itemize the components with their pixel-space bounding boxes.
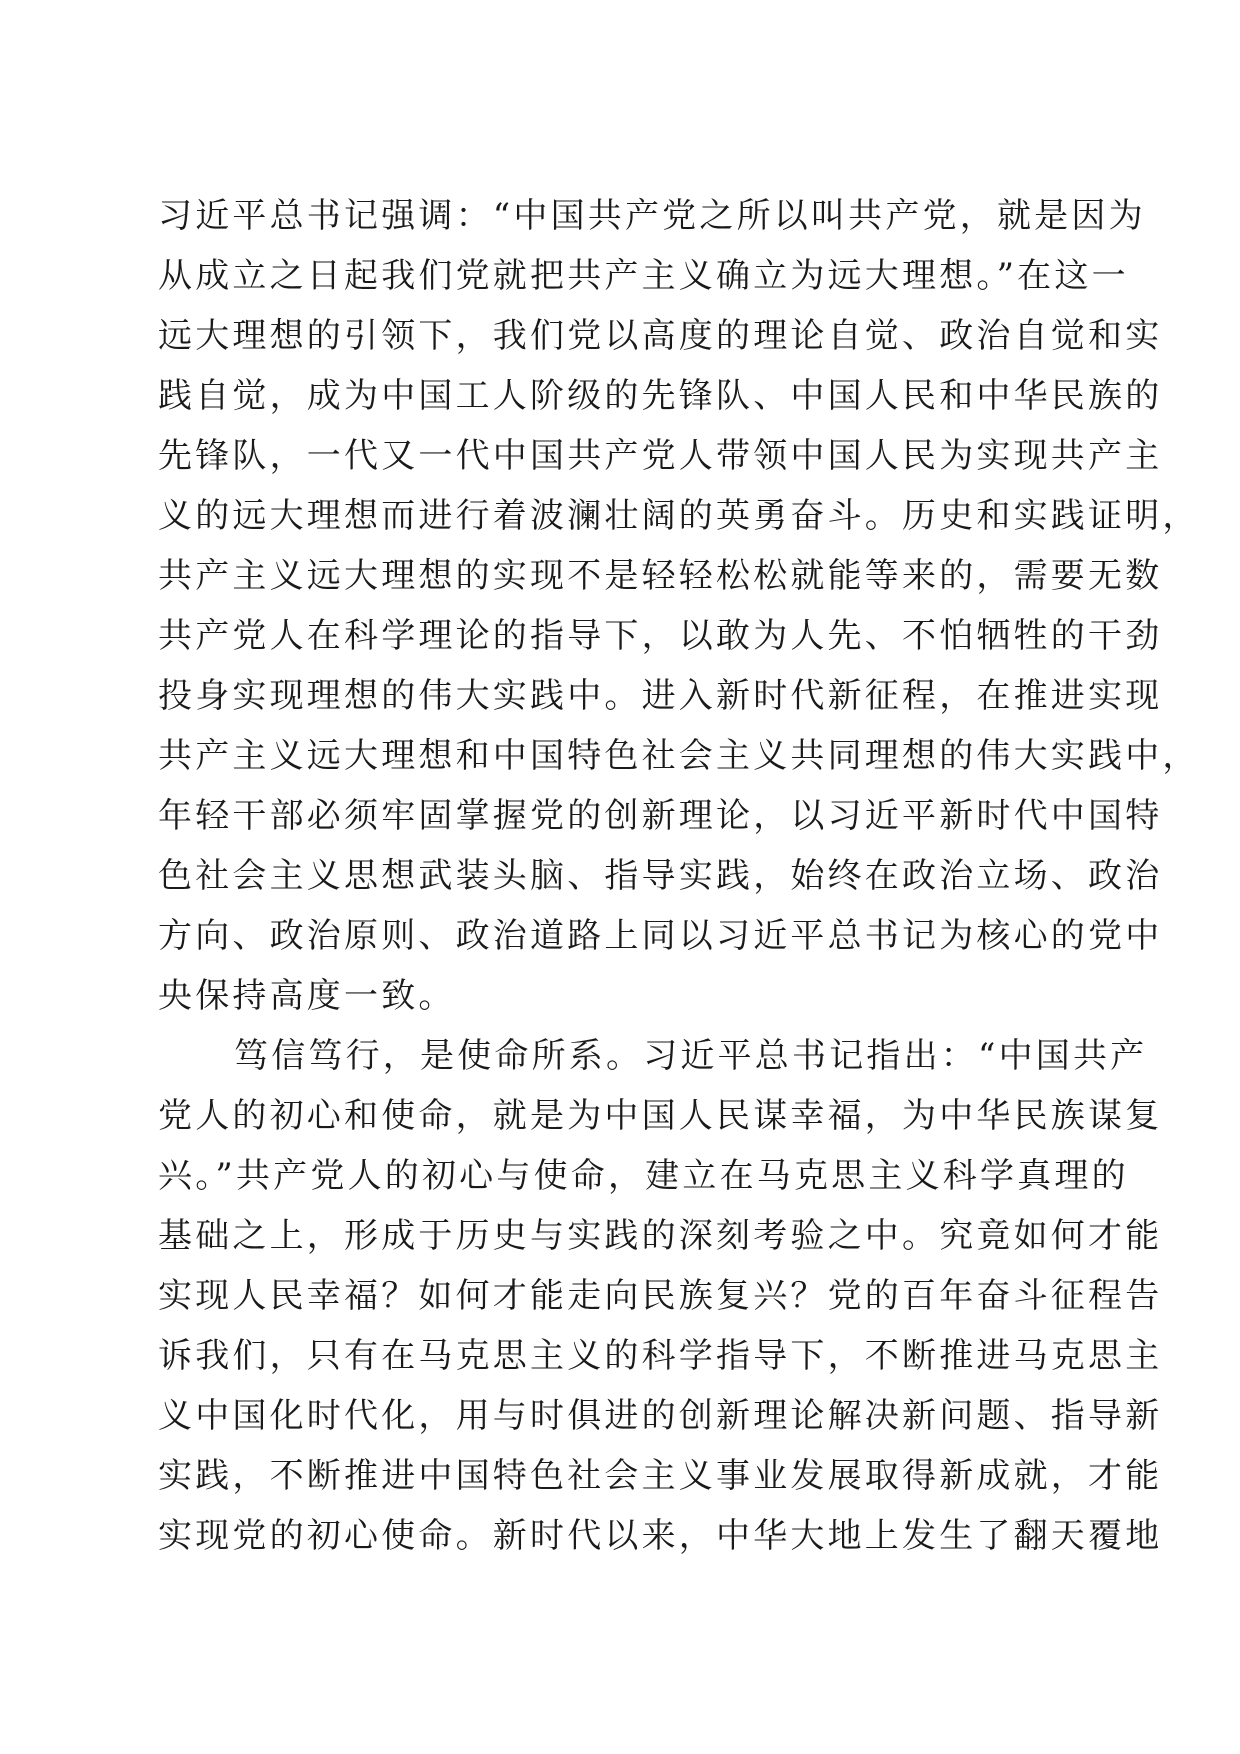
text-line: 共产主义远大理想和中国特色社会主义共同理想的伟大实践中，: [158, 736, 1200, 776]
paragraph-1: [158, 186, 1200, 1026]
text-line: 央保持高度一致。: [158, 976, 456, 1016]
text-line: 基础之上，形成于历史与实践的深刻考验之中。究竟如何才能: [158, 1216, 1163, 1256]
text-line: 从成立之日起我们党就把共产主义确立为远大理想。”在这一: [158, 256, 1129, 296]
text-line: 笃信笃行，是使命所系。习近平总书记指出：“中国共产: [234, 1036, 1148, 1076]
text-line: 投身实现理想的伟大实践中。进入新时代新征程，在推进实现: [158, 676, 1163, 716]
text-line: 兴。”共产党人的初心与使命，建立在马克思主义科学真理的: [158, 1156, 1129, 1196]
text-line: 义的远大理想而进行着波澜壮阔的英勇奋斗。历史和实践证明，: [158, 496, 1200, 536]
text-line: 习近平总书记强调：“中国共产党之所以叫共产党，就是因为: [158, 196, 1146, 236]
text-line: 义中国化时代化，用与时俱进的创新理论解决新问题、指导新: [158, 1396, 1163, 1436]
text-line: 诉我们，只有在马克思主义的科学指导下，不断推进马克思主: [158, 1336, 1163, 1376]
text-line: 共产党人在科学理论的指导下，以敢为人先、不怕牺牲的干劲: [158, 616, 1163, 656]
text-line: 实践，不断推进中国特色社会主义事业发展取得新成就，才能: [158, 1456, 1163, 1496]
paragraph-2: [158, 1026, 1163, 1566]
text-line: 实现党的初心使命。新时代以来，中华大地上发生了翻天覆地: [158, 1516, 1163, 1556]
text-line: 党人的初心和使命，就是为中国人民谋幸福，为中华民族谋复: [158, 1096, 1163, 1136]
text-line: 实现人民幸福？如何才能走向民族复兴？党的百年奋斗征程告: [158, 1276, 1163, 1316]
text-line: 年轻干部必须牢固掌握党的创新理论，以习近平新时代中国特: [158, 796, 1163, 836]
text-line: 先锋队，一代又一代中国共产党人带领中国人民为实现共产主: [158, 436, 1163, 476]
text-line: 方向、政治原则、政治道路上同以习近平总书记为核心的党中: [158, 916, 1163, 956]
text-line: 共产主义远大理想的实现不是轻轻松松就能等来的，需要无数: [158, 556, 1163, 596]
text-line: 色社会主义思想武装头脑、指导实践，始终在政治立场、政治: [158, 856, 1163, 896]
body-text: [158, 186, 1200, 1566]
text-line: 远大理想的引领下，我们党以高度的理论自觉、政治自觉和实: [158, 316, 1163, 356]
text-line: 践自觉，成为中国工人阶级的先锋队、中国人民和中华民族的: [158, 376, 1163, 416]
